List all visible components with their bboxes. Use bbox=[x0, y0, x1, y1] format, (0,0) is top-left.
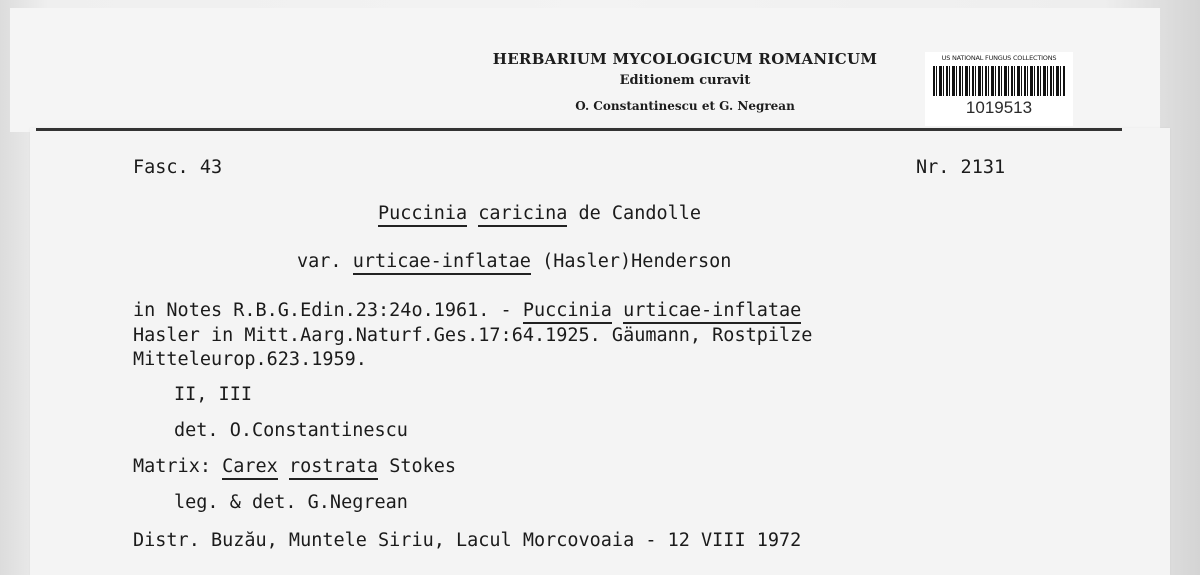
header-divider bbox=[36, 128, 1122, 131]
species-author: de Candolle bbox=[578, 203, 702, 224]
barcode-icon bbox=[933, 66, 1065, 96]
synonym-epithet: urticae-inflatae bbox=[623, 300, 801, 324]
collector: leg. & det. G.Negrean bbox=[174, 492, 408, 513]
reference-line-3: Mitteleurop.623.1959. bbox=[133, 349, 367, 370]
variety-epithet: urticae-inflatae bbox=[353, 251, 531, 275]
barcode-number: 1019513 bbox=[965, 98, 1033, 117]
exsiccata-number: Nr. 2131 bbox=[916, 157, 1006, 178]
reference-line-2: Hasler in Mitt.Aarg.Naturf.Ges.17:64.1925. Gäumann, Rostpilze bbox=[133, 325, 813, 346]
synonym-genus: Puccinia bbox=[523, 300, 612, 324]
variety-name bbox=[297, 251, 731, 273]
reference-citation: in Notes R.B.G.Edin.23:24o.1961. - bbox=[133, 300, 523, 321]
variety-author: (Hasler)Henderson bbox=[542, 251, 732, 272]
series-subtitle: Editionem curavit bbox=[619, 73, 751, 88]
host-epithet: rostrata bbox=[289, 456, 378, 480]
reference-line-1 bbox=[133, 300, 801, 322]
barcode-label bbox=[925, 52, 1073, 126]
spore-stages: II, III bbox=[174, 384, 252, 405]
species-name bbox=[378, 203, 701, 225]
locality-date: Distr. Buzău, Muntele Siriu, Lacul Morcovoaia - 12 VIII 1972 bbox=[133, 530, 802, 551]
species-genus: Puccinia bbox=[378, 203, 467, 227]
series-editors: O. Constantinescu et G. Negrean bbox=[575, 99, 795, 113]
host-author: Stokes bbox=[389, 456, 457, 477]
species-epithet: caricina bbox=[478, 203, 567, 227]
series-title: HERBARIUM MYCOLOGICUM ROMANICUM bbox=[492, 50, 878, 68]
barcode-caption: US NATIONAL FUNGUS COLLECTIONS bbox=[941, 54, 1057, 62]
variety-prefix: var. bbox=[297, 251, 342, 272]
matrix-prefix: Matrix: bbox=[133, 456, 211, 477]
host-genus: Carex bbox=[222, 456, 278, 480]
matrix-line bbox=[133, 456, 456, 478]
determiner: det. O.Constantinescu bbox=[174, 420, 408, 441]
fascicle-number: Fasc. 43 bbox=[133, 157, 223, 178]
